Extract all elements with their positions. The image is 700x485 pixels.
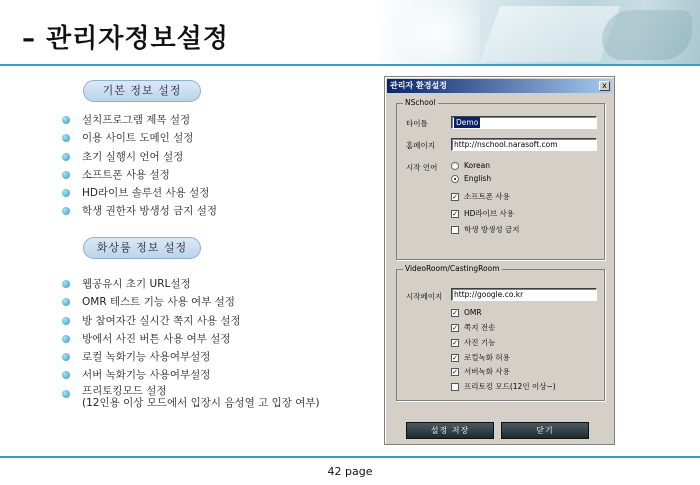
footer-divider — [0, 456, 700, 458]
checkbox-checked-icon: ✓ — [452, 353, 458, 362]
videoroom-settings-list — [62, 275, 320, 409]
bullet-icon — [62, 207, 70, 215]
list-item: 방 참여자간 실시간 쪽지 사용 설정 — [62, 312, 320, 330]
homepage-label: 홈페이지 — [406, 141, 435, 150]
radio-icon — [451, 162, 459, 170]
header-divider — [0, 64, 700, 66]
checkbox-icon — [451, 383, 459, 391]
group-legend: NSchool — [405, 98, 436, 107]
bullet-icon — [62, 353, 70, 361]
bullet-icon — [62, 371, 70, 379]
checkbox-omr[interactable]: ✓ OMR — [452, 308, 482, 317]
title-input[interactable]: Demo — [451, 116, 597, 129]
basic-settings-list — [62, 111, 217, 221]
list-item: 소프트폰 사용 설정 — [62, 166, 217, 184]
section-pill-basic: 기본 정보 설정 — [83, 80, 201, 102]
dialog-title: 관리자 환경설정 — [390, 81, 447, 90]
bullet-icon — [62, 280, 70, 288]
admin-settings-dialog — [384, 76, 615, 445]
save-settings-button[interactable]: 설정 저장 — [406, 422, 494, 439]
list-item: 웹공유시 초기 URL설정 — [62, 275, 320, 293]
start-page-input[interactable]: http://google.co.kr — [451, 288, 597, 301]
checkbox-server-record[interactable]: ✓ 서버녹화 사용 — [452, 367, 510, 376]
checkbox-checked-icon: ✓ — [452, 338, 458, 347]
bullet-icon — [62, 390, 70, 398]
language-radio-english[interactable]: English — [451, 174, 491, 183]
close-button[interactable]: 닫기 — [501, 422, 589, 439]
header-decorative-image — [380, 0, 700, 66]
checkbox-icon — [451, 226, 459, 234]
list-item: 초기 실행시 언어 설정 — [62, 148, 217, 166]
checkbox-hdlive[interactable]: ✓ HD라이브 사용 — [452, 209, 515, 218]
checkbox-checked-icon: ✓ — [452, 209, 458, 218]
bullet-icon — [62, 153, 70, 161]
checkbox-note[interactable]: ✓ 쪽지 전송 — [452, 323, 496, 332]
bullet-icon — [62, 171, 70, 179]
checkbox-softphone[interactable]: ✓ 소프트폰 사용 — [452, 192, 510, 201]
close-icon[interactable]: x — [599, 81, 610, 91]
list-item: HD라이브 솔루션 사용 설정 — [62, 184, 217, 202]
bullet-icon — [62, 298, 70, 306]
list-item: 서버 녹화기능 사용여부설정 — [62, 366, 320, 384]
list-item: 설치프로그램 제목 설정 — [62, 111, 217, 129]
section-pill-videoroom: 화상룸 정보 설정 — [83, 237, 201, 259]
list-item: 프리토킹모드 설정 (12인용 이상 모드에서 입장시 음성열 고 입장 여부) — [62, 385, 320, 409]
list-item: 로컬 녹화기능 사용여부설정 — [62, 348, 320, 366]
list-item: OMR 테스트 기능 사용 여부 설정 — [62, 293, 320, 311]
checkbox-checked-icon: ✓ — [452, 192, 458, 201]
bullet-icon — [62, 116, 70, 124]
checkbox-checked-icon: ✓ — [452, 323, 458, 332]
list-item: 이용 사이트 도메인 설정 — [62, 129, 217, 147]
list-item: 방에서 사진 버튼 사용 여부 설정 — [62, 330, 320, 348]
page-title: – 관리자정보설정 — [22, 24, 229, 54]
bullet-icon — [62, 335, 70, 343]
bullet-icon — [62, 189, 70, 197]
radio-selected-icon — [451, 175, 459, 183]
start-page-label: 시작페이지 — [406, 292, 443, 301]
dialog-titlebar[interactable] — [387, 79, 612, 93]
checkbox-checked-icon: ✓ — [452, 367, 458, 376]
nschool-group — [396, 98, 605, 260]
checkbox-photo[interactable]: ✓ 사진 기능 — [452, 338, 496, 347]
page-header — [0, 0, 700, 66]
language-radio-korean[interactable]: Korean — [451, 161, 490, 170]
title-label: 타이틀 — [406, 119, 428, 128]
checkbox-checked-icon: ✓ — [452, 308, 458, 317]
bullet-icon — [62, 317, 70, 325]
language-label: 시작 언어 — [406, 163, 438, 172]
checkbox-student-room-block[interactable]: 학생 방생성 금지 — [451, 224, 519, 235]
page-number: 42 page — [327, 465, 373, 478]
list-item: 학생 권한자 방생성 금지 설정 — [62, 202, 217, 220]
checkbox-freetalking[interactable]: 프리토킹 모드(12인 이상~) — [451, 381, 556, 392]
group-legend: VideoRoom/CastingRoom — [405, 264, 500, 273]
bullet-icon — [62, 134, 70, 142]
videoroom-group — [396, 264, 605, 401]
checkbox-local-record[interactable]: ✓ 로컬녹화 허용 — [452, 353, 510, 362]
homepage-input[interactable]: http://nschool.narasoft.com — [451, 138, 597, 151]
